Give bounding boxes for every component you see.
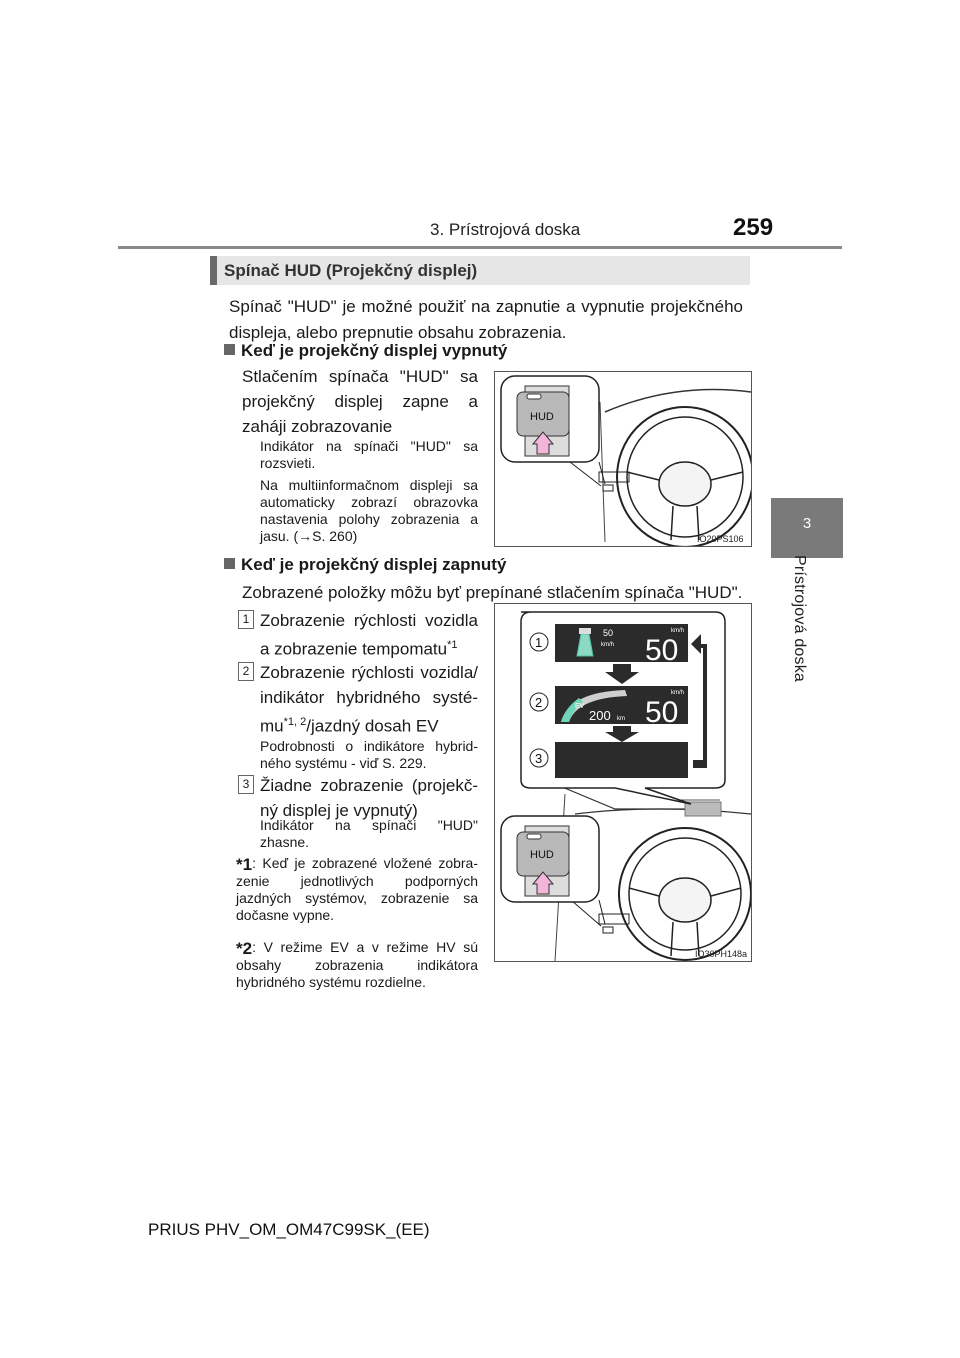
figure-hud-switch-off (494, 371, 752, 547)
section-header: 3. Prístrojová doska (430, 220, 581, 239)
document-footer: PRIUS PHV_OM_OM47C99SK_(EE) (148, 1220, 430, 1239)
footnote-1: *1: Keď je zobrazené vložené zobra-zenie jednotlivých podporných jazdných systémov, zobrazenie sa dočasne vypne. (236, 855, 478, 923)
item1-text: Zobrazenie rýchlosti vozidla a zobrazenie tempomatu$^{*1}$ (260, 611, 478, 659)
ev-label: EV (575, 703, 585, 710)
speed-unit-2: km/h (671, 690, 685, 696)
hud-switch-label: HUD (530, 411, 554, 423)
ev-range: 200 (589, 708, 611, 723)
speed-1: 50 (645, 634, 679, 667)
item2-text: Zobrazenie rýchlosti vozidla/ indikátor hybridného systé-mu$^{*1, 2}$/jazdný dosah EV (260, 663, 478, 736)
section-accent (210, 256, 217, 285)
speed-unit-1: km/h (671, 628, 685, 634)
hud-display-illustration (495, 604, 751, 961)
chapter-number: 3 (802, 515, 812, 532)
ev-range-unit: km (617, 716, 625, 722)
item3-number: 3 (238, 775, 260, 795)
item2-number: 2 (238, 662, 260, 682)
page-number: 259 (733, 214, 774, 241)
bullet-square-icon (224, 344, 235, 355)
figure-hud-switch-on (494, 603, 752, 962)
item3-note: Indikátor na spínači "HUD" zhasne. (260, 817, 478, 850)
set-speed-unit: km/h (601, 642, 615, 648)
intro-paragraph: Spínač "HUD" je možné použiť na zapnutie a vypnutie projekčného displeja, alebo prepnutie obsahu zobrazenia. (229, 297, 743, 342)
set-speed: 50 (603, 628, 614, 638)
speed-2: 50 (645, 696, 679, 729)
steering-wheel-illustration (495, 372, 751, 546)
circle-2: 2 (535, 695, 543, 710)
circle-1: 1 (535, 635, 543, 650)
item3-text: Žiadne zobrazenie (projekč-ný displej je vypnutý) (260, 776, 478, 820)
header-rule (118, 246, 842, 249)
item2-note: Podrobnosti o indikátore hybrid-ného systému - viď S. 229. (260, 738, 478, 771)
section-title: Spínač HUD (Projekčný displej) (224, 261, 478, 280)
hud-switch-label: HUD (530, 849, 554, 861)
chapter-label: Prístrojová doska (791, 555, 808, 683)
figure-code: IO30PH148a (695, 949, 748, 959)
off-state-note1: Indikátor na spínači "HUD" sa rozsvieti. (260, 438, 478, 471)
on-state-text: Zobrazené položky môžu byť prepínané stlačením spínača "HUD". (242, 583, 743, 602)
hud-screen-3 (555, 742, 688, 778)
off-state-note2: Na multiinformačnom displeji sa automaticky zobrazí obrazovka nastavenia polohy zobrazenia a jasu. (→S. 260) (260, 477, 478, 544)
off-state-heading: Keď je projekčný displej vypnutý (224, 341, 507, 361)
off-state-text: Stlačením spínača "HUD" sa projekčný displej zapne a zaháji zobrazovanie (242, 367, 478, 436)
item1-number: 1 (238, 610, 260, 630)
circle-3: 3 (535, 751, 543, 766)
on-state-heading: Keď je projekčný displej zapnutý (224, 555, 506, 575)
footnote-2: *2: V režime EV a v režime HV sú obsahy zobrazenia indikátora hybridného systému rozdielne. (236, 939, 478, 990)
bullet-square-icon (224, 558, 235, 569)
section-title-bar (210, 256, 750, 285)
figure-code: IO20PS106 (697, 534, 744, 544)
